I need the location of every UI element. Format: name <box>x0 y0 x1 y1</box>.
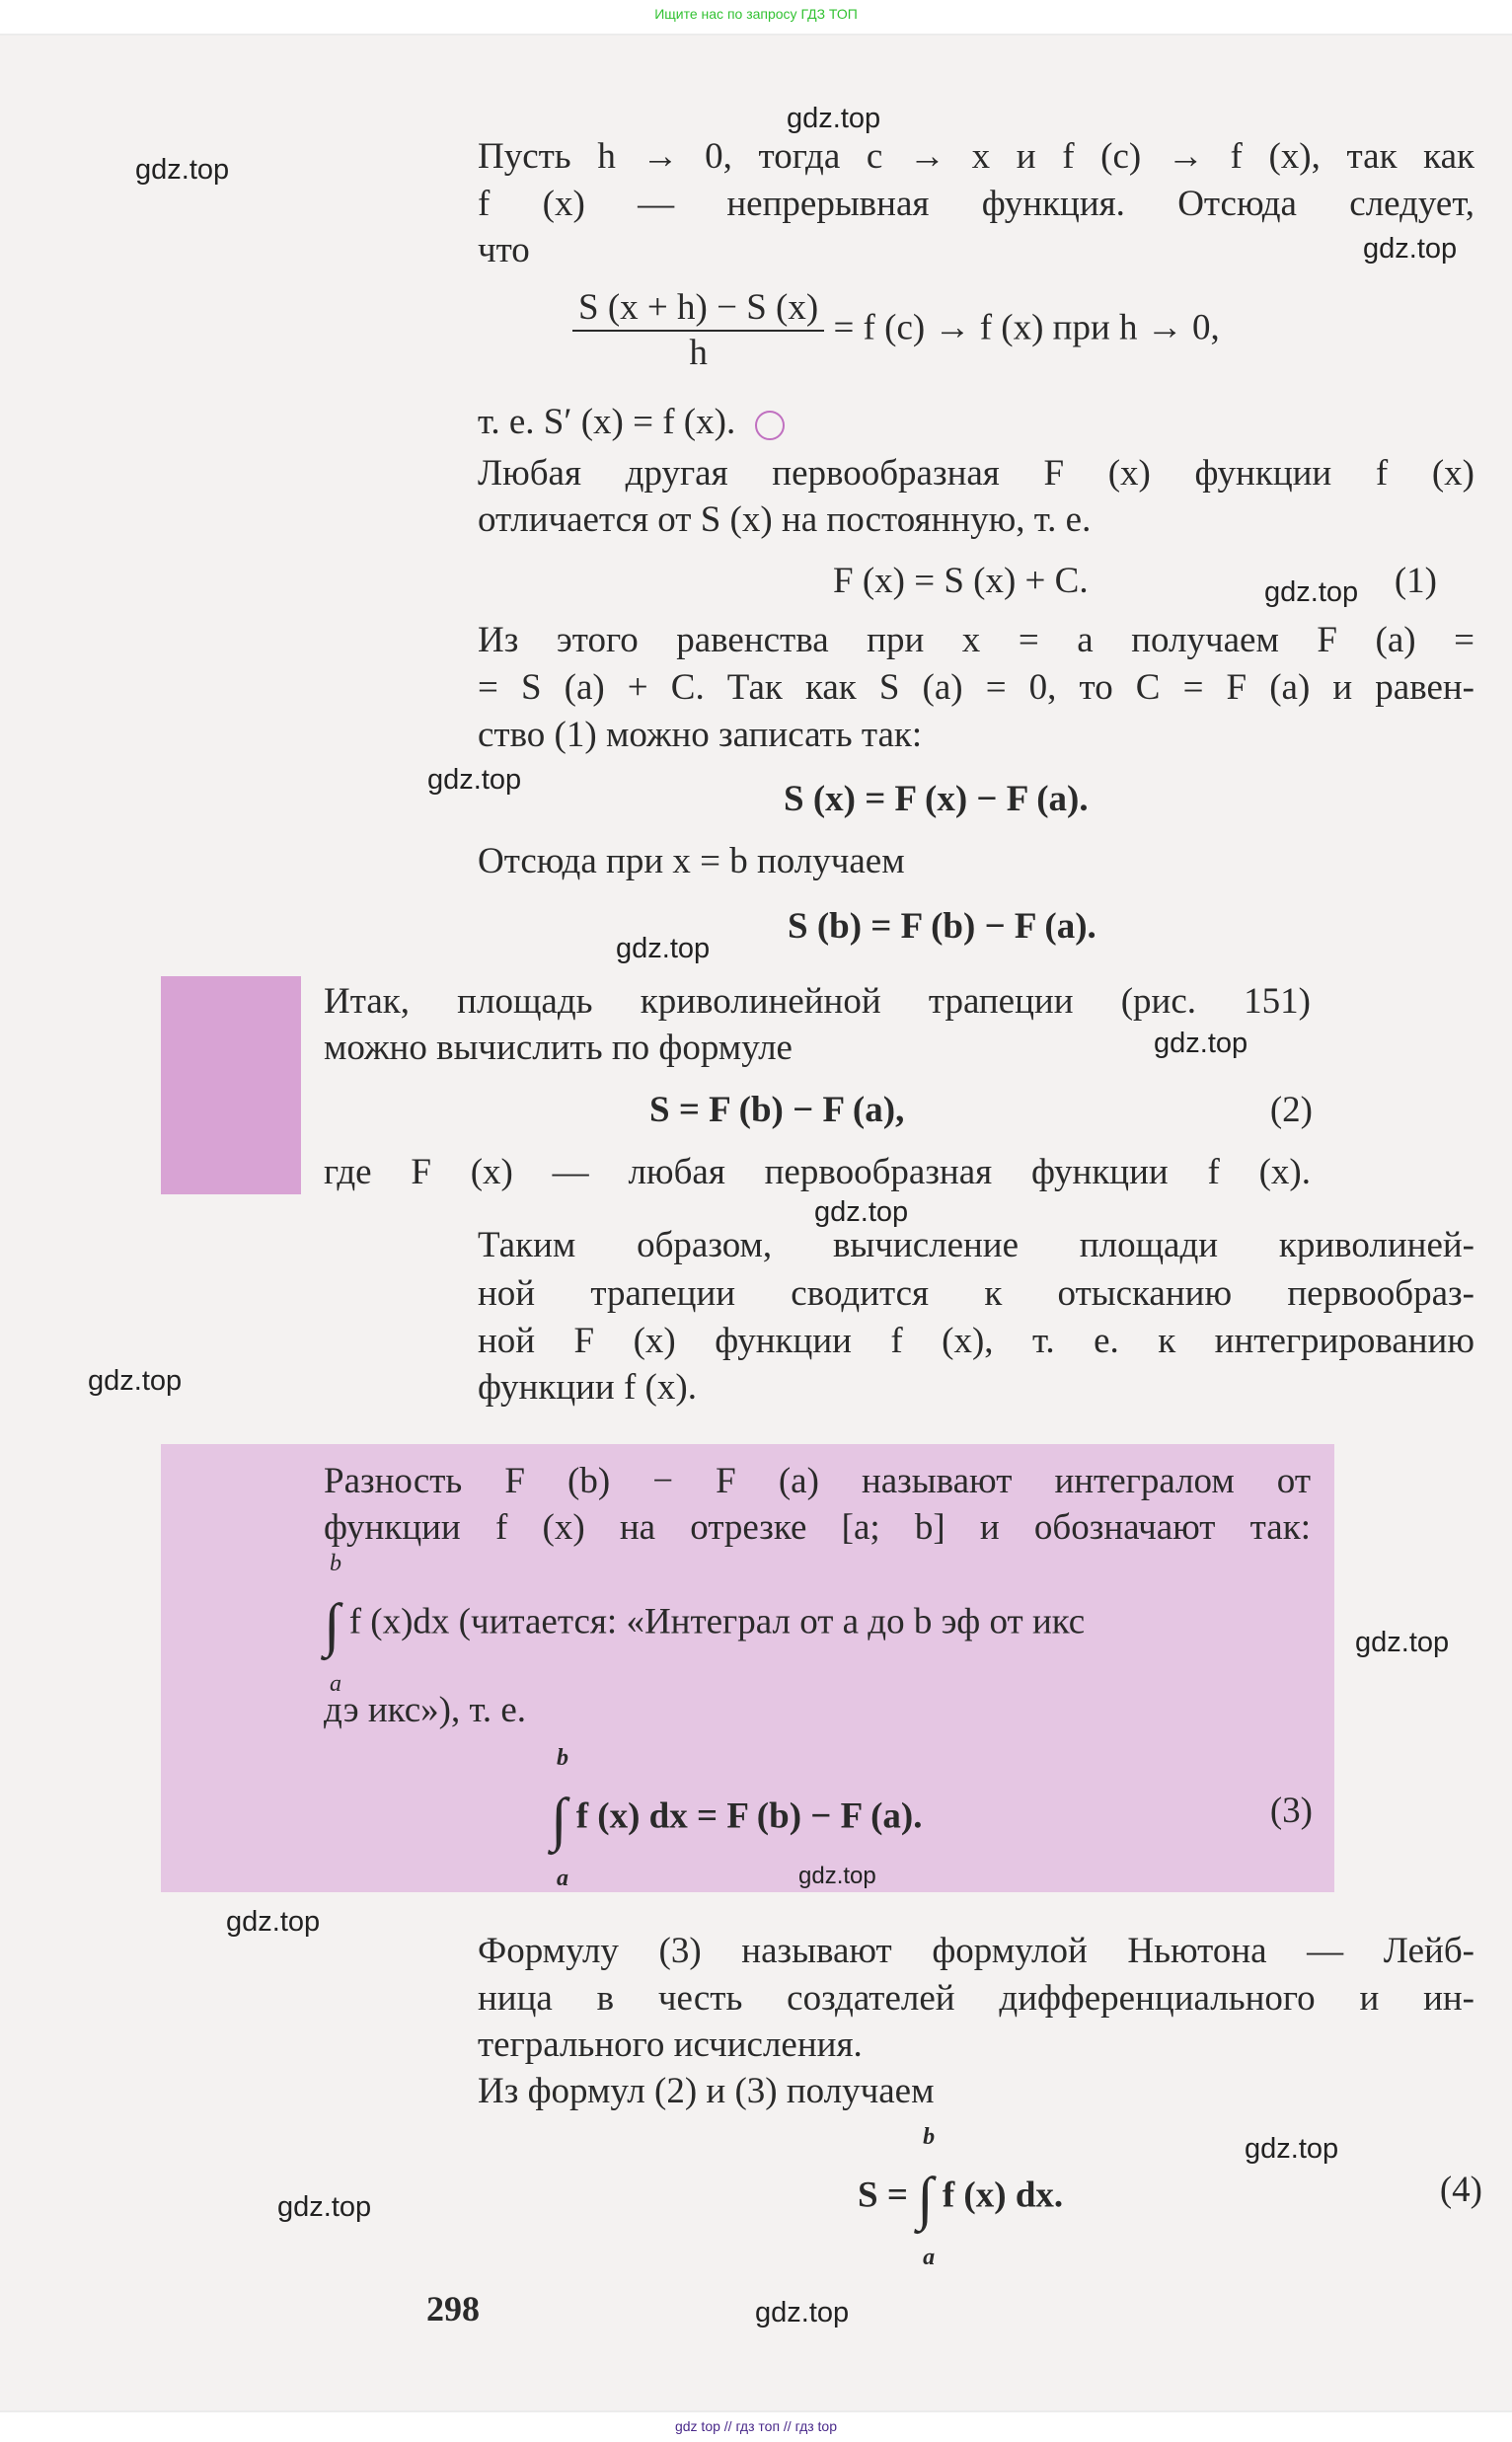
page-number: 298 <box>426 2289 480 2328</box>
text-line: дэ икс»), т. е. <box>324 1690 527 1730</box>
text-line <box>478 401 1474 444</box>
watermark: gdz.top <box>1154 1028 1248 1059</box>
text-line: Отсюда при x = b получаем <box>478 841 905 881</box>
bottom-banner-text: gdz top // гдз топ // гдз top <box>674 2418 838 2434</box>
equation: S (x) = F (x) − F (a). <box>784 779 1089 819</box>
integral-sign-icon: ∫ b a <box>917 2124 936 2270</box>
equation-number: (3) <box>1269 1791 1313 1831</box>
watermark: gdz.top <box>1264 576 1359 608</box>
end-of-proof-circle-icon <box>755 411 785 440</box>
integral-upper-limit: b <box>557 1745 568 1771</box>
text-line: Разность F (b) − F (a) называют интегралом от <box>324 1461 1311 1501</box>
integral-upper-limit: b <box>330 1551 341 1576</box>
equation: S = F (b) − F (a), <box>649 1090 905 1130</box>
watermark: gdz.top <box>1245 2133 1339 2165</box>
fraction-denominator: h <box>689 333 708 373</box>
watermark: gdz.top <box>88 1365 183 1397</box>
text-line: ной трапеции сводится к отысканию первообраз- <box>478 1273 1474 1314</box>
text-line: что <box>478 230 530 270</box>
integral-upper-limit: b <box>923 2124 936 2150</box>
watermark: gdz.top <box>277 2191 372 2223</box>
bottom-banner <box>0 2410 1512 2442</box>
text-line: где F (x) — любая первообразная функции f (x). <box>324 1152 1311 1192</box>
text-span: f (x)dx (читается: «Интеграл от a до b эф от икс <box>348 1601 1086 1642</box>
integral-line <box>324 1551 1311 1697</box>
watermark: gdz.top <box>755 2297 850 2328</box>
equation: S (b) = F (b) − F (a). <box>788 906 1096 947</box>
text-line: функции f (x). <box>478 1367 697 1408</box>
integral-lower-limit: a <box>330 1671 341 1697</box>
text-line: тегрального исчисления. <box>478 2024 863 2065</box>
top-banner-text: Ищите нас по запросу ГДЗ ТОП <box>654 6 858 22</box>
watermark: gdz.top <box>616 933 711 964</box>
text-line: Из формул (2) и (3) получаем <box>478 2071 935 2111</box>
top-banner <box>0 0 1512 36</box>
integral-sign-icon: ∫ b a <box>324 1551 341 1697</box>
equation: f (x) dx. <box>942 2175 1064 2216</box>
text-line: Пусть h → 0, тогда c → x и f (c) → f (x), так как <box>478 136 1474 177</box>
text-line: ница в честь создателей дифференциального и ин- <box>478 1978 1474 2019</box>
watermark: gdz.top <box>226 1906 321 1938</box>
text-line: f (x) — непрерывная функция. Отсюда следует, <box>478 184 1474 224</box>
text-line: можно вычислить по формуле <box>324 1028 793 1068</box>
text-line: = S (a) + C. Так как S (a) = 0, то C = F (a) и равен- <box>478 667 1474 708</box>
integral-lower-limit: a <box>557 1866 568 1891</box>
text-span: т. е. S′ (x) = f (x). <box>478 402 736 442</box>
equation-number: (2) <box>1269 1090 1313 1130</box>
fraction-rest: = f (c) → f (x) при h → 0, <box>833 307 1220 348</box>
fraction-formula <box>572 286 1461 375</box>
equation: f (x) dx = F (b) − F (a). <box>575 1795 923 1837</box>
text-line: Формулу (3) называют формулой Ньютона — Лейб- <box>478 1931 1474 1971</box>
watermark: gdz.top <box>814 1196 909 1228</box>
watermark: gdz.top <box>427 764 522 796</box>
integral-sign-icon: ∫ b a <box>551 1745 568 1891</box>
equation: F (x) = S (x) + C. <box>833 561 1089 601</box>
watermark: gdz.top <box>787 103 881 134</box>
watermark: gdz.top <box>135 154 230 186</box>
text-line: ной F (x) функции f (x), т. е. к интегрированию <box>478 1321 1474 1361</box>
equation-number: (4) <box>1439 2170 1482 2210</box>
equation-number: (1) <box>1394 561 1437 601</box>
theorem-marker <box>161 976 301 1194</box>
text-line: Любая другая первообразная F (x) функции f (x) <box>478 453 1474 494</box>
text-line: Из этого равенства при x = a получаем F (a) = <box>478 620 1474 660</box>
integral-lower-limit: a <box>923 2245 936 2270</box>
equation-lhs: S = <box>858 2175 908 2216</box>
text-line: ство (1) можно записать так: <box>478 715 923 755</box>
watermark: gdz.top <box>798 1863 876 1889</box>
text-line: Таким образом, вычисление площади криволиней- <box>478 1225 1474 1265</box>
watermark: gdz.top <box>1363 233 1458 265</box>
text-line: отличается от S (x) на постоянную, т. е. <box>478 499 1092 540</box>
text-line: Итак, площадь криволинейной трапеции (рис. 151) <box>324 981 1311 1022</box>
fraction-numerator: S (x + h) − S (x) <box>572 286 824 332</box>
watermark: gdz.top <box>1355 1627 1450 1658</box>
text-line: функции f (x) на отрезке [a; b] и обозначают так: <box>324 1507 1311 1548</box>
